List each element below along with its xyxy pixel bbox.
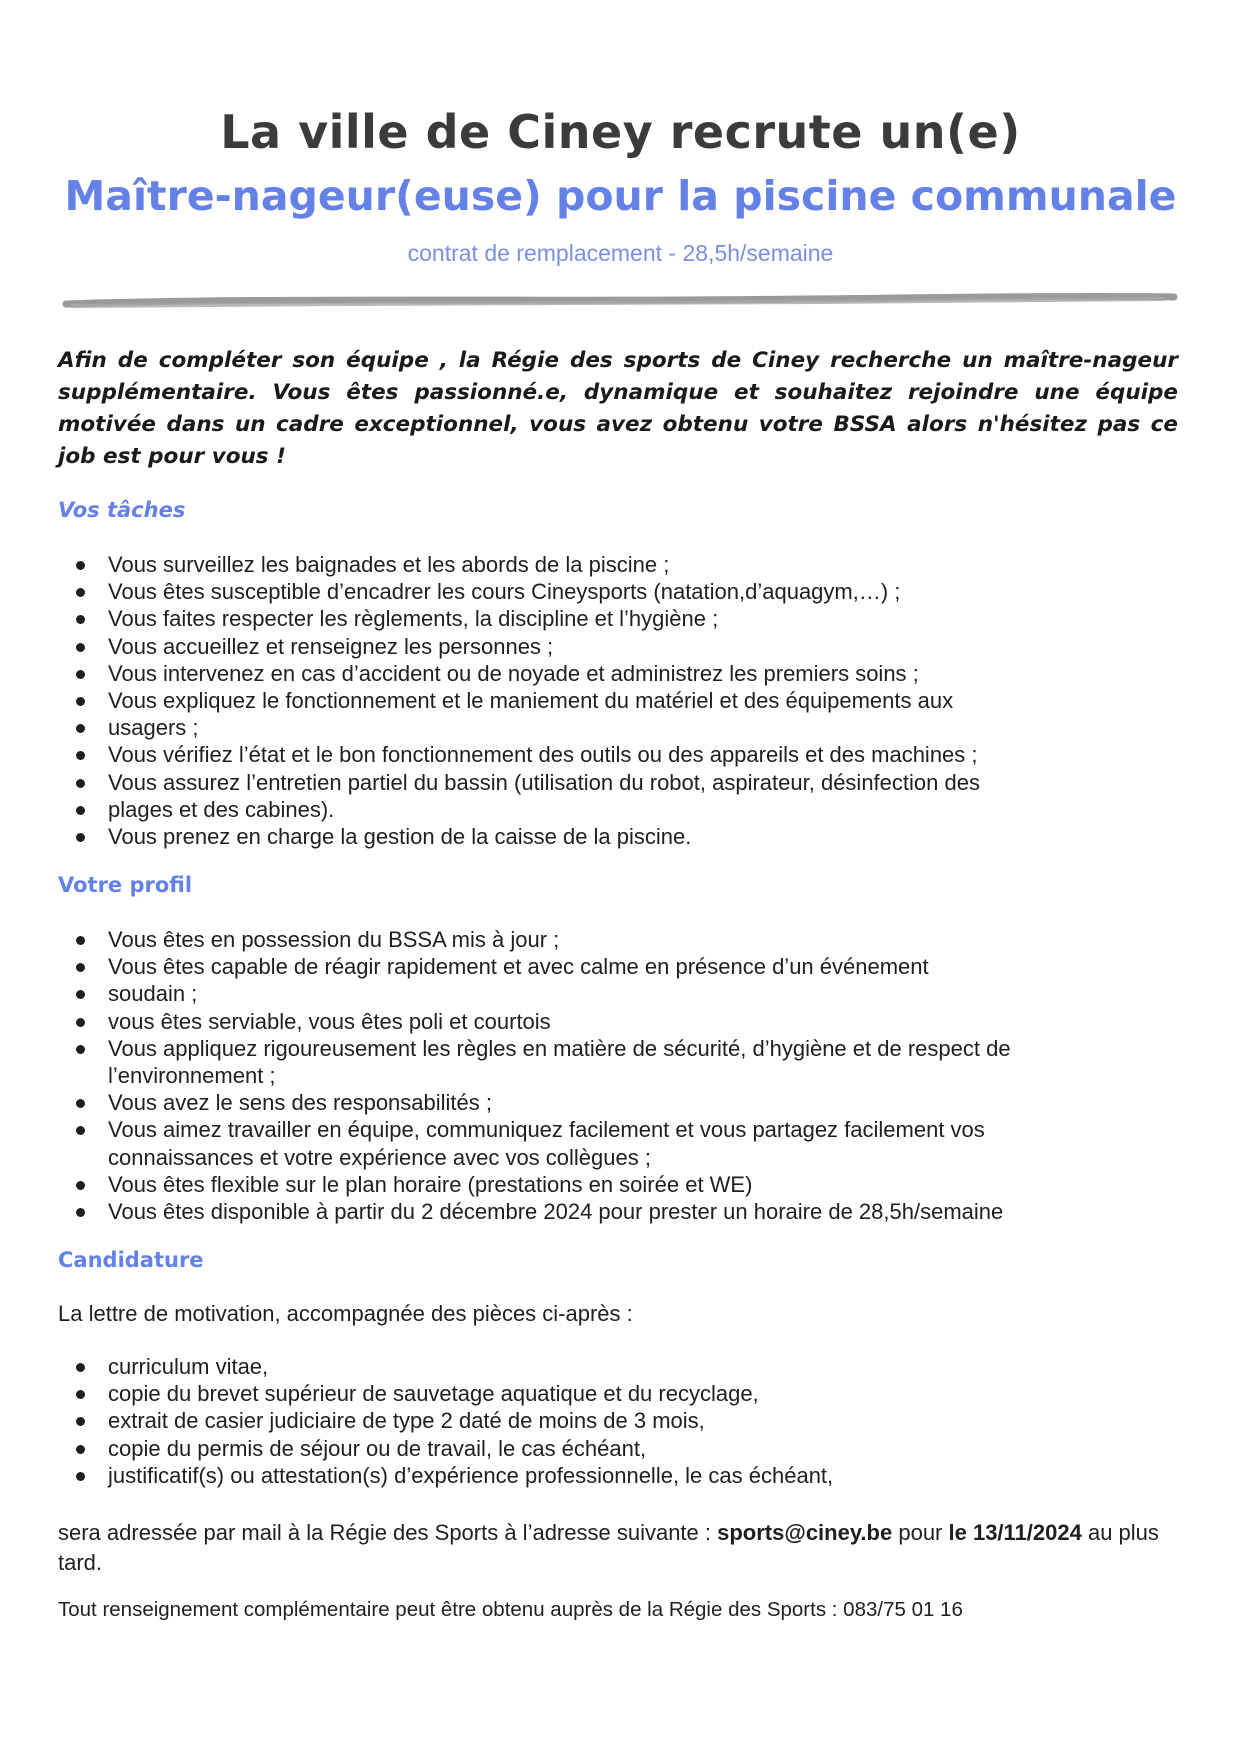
bullet-icon: [76, 1208, 85, 1217]
list-item-text: Vous appliquez rigoureusement les règles en matière de sécurité, d’hygiène et de respect de: [108, 1035, 1011, 1061]
list-item-text: extrait de casier judiciaire de type 2 daté de moins de 3 mois,: [108, 1408, 705, 1434]
bullet-icon: [76, 643, 85, 652]
closing-middle: pour: [892, 1520, 949, 1545]
candidature-lead: La lettre de motivation, accompagnée des pièces ci-après :: [58, 1301, 633, 1326]
bullet-icon: [76, 1018, 85, 1027]
bullet-icon: [76, 963, 85, 972]
list-item: [58, 926, 1178, 953]
candidature-documents-list: [58, 1353, 1178, 1489]
list-item: [58, 633, 1178, 660]
list-item-text: justificatif(s) ou attestation(s) d’expérience professionnelle, le cas échéant,: [108, 1462, 834, 1488]
list-item: [58, 1407, 1178, 1434]
list-item-text: curriculum vitae,: [108, 1354, 269, 1379]
list-item: [58, 578, 1178, 605]
list-item: [58, 769, 1178, 796]
list-item-text: Vous vérifiez l’état et le bon fonctionnement des outils ou des appareils et des machines ;: [108, 742, 978, 768]
list-item-text: Vous êtes susceptible d’encadrer les cours Cineysports (natation,d’aquagym,…) ;: [108, 579, 901, 605]
bullet-icon: [76, 806, 85, 815]
list-item: [58, 1089, 1178, 1116]
bullet-icon: [76, 833, 85, 842]
bullet-icon: [76, 1472, 85, 1481]
bullet-icon: [76, 1181, 85, 1190]
list-item-text: copie du permis de séjour ou de travail, le cas échéant,: [108, 1435, 647, 1461]
bullet-icon: [76, 724, 85, 733]
profil-list: [58, 926, 1178, 1225]
list-item: [58, 1144, 1178, 1171]
list-item: [58, 980, 1178, 1007]
list-item: [58, 953, 1178, 980]
bullet-icon: [76, 670, 85, 679]
section-heading-taches: Vos tâches: [58, 498, 186, 522]
list-item: [58, 796, 1178, 823]
footer-contact-info: Tout renseignement complémentaire peut être obtenu auprès de la Régie des Sports : 083/75 01 16: [58, 1598, 963, 1621]
list-item-text: Vous intervenez en cas d’accident ou de noyade et administrez les premiers soins ;: [108, 660, 919, 686]
list-item-text: Vous accueillez et renseignez les personnes ;: [108, 633, 554, 659]
list-item: [58, 714, 1178, 741]
list-item: [58, 741, 1178, 768]
list-item-text: l’environnement ;: [108, 1063, 276, 1089]
list-item: [58, 1062, 1178, 1089]
contract-info: contrat de remplacement - 28,5h/semaine: [407, 240, 834, 266]
list-item-text: copie du brevet supérieur de sauvetage aquatique et du recyclage,: [108, 1381, 759, 1407]
list-item: [58, 1035, 1178, 1062]
bullet-icon: [76, 1445, 85, 1454]
bullet-icon: [76, 751, 85, 760]
bullet-icon: [76, 1390, 85, 1399]
job-title: Maître-nageur(euse) pour la piscine communale: [64, 172, 1177, 220]
list-item: [58, 605, 1178, 632]
bullet-icon: [76, 1045, 85, 1054]
page-title: La ville de Ciney recrute un(e): [220, 105, 1021, 159]
list-item-text: connaissances et votre expérience avec vos collègues ;: [108, 1144, 651, 1170]
list-item: [58, 823, 1178, 850]
list-item: [58, 1353, 1178, 1380]
list-item-text: Vous assurez l’entretien partiel du bassin (utilisation du robot, aspirateur, désinfection des: [108, 769, 980, 795]
bullet-icon: [76, 1126, 85, 1135]
list-item: [58, 1116, 1178, 1143]
list-item: [58, 660, 1178, 687]
bullet-icon: [76, 1417, 85, 1426]
list-item: [58, 1435, 1178, 1462]
list-item: [58, 551, 1178, 578]
contact-email: sports@ciney.be: [717, 1520, 893, 1545]
section-heading-candidature: Candidature: [58, 1248, 204, 1272]
list-item: [58, 1198, 1178, 1225]
bullet-icon: [76, 1363, 85, 1372]
list-item-text: Vous surveillez les baignades et les abords de la piscine ;: [108, 552, 670, 577]
brush-divider: [62, 292, 1180, 312]
bullet-icon: [76, 779, 85, 788]
bullet-icon: [76, 615, 85, 624]
candidature-closing: [58, 1518, 1183, 1578]
list-item-text: plages et des cabines).: [108, 796, 335, 822]
list-item-text: usagers ;: [108, 715, 199, 741]
bullet-icon: [76, 561, 85, 570]
list-item-text: Vous prenez en charge la gestion de la caisse de la piscine.: [108, 824, 692, 850]
intro-paragraph: Afin de compléter son équipe , la Régie des sports de Ciney recherche un maître-nageur supplémentaire. Vous êtes passionné.e, dynamique et souhaitez rejoindre une équipe motivée dans un cadre exceptionnel, vous avez obtenu votre BSSA alors n'hésitez pas ce job est pour vous !: [58, 348, 1178, 469]
list-item: [58, 1171, 1178, 1198]
section-heading-profil: Votre profil: [58, 873, 193, 897]
bullet-icon: [76, 936, 85, 945]
list-item-text: soudain ;: [108, 981, 198, 1007]
bullet-icon: [76, 697, 85, 706]
closing-prefix: sera adressée par mail à la Régie des Sports à l’adresse suivante :: [58, 1520, 718, 1545]
deadline-date: le 13/11/2024: [948, 1520, 1082, 1545]
list-item-text: Vous êtes capable de réagir rapidement et avec calme en présence d’un événement: [108, 954, 929, 980]
taches-list: [58, 551, 1178, 850]
list-item: [58, 1462, 1178, 1489]
list-item-text: Vous êtes disponible à partir du 2 décembre 2024 pour prester un horaire de 28,5h/semaine: [108, 1199, 1004, 1225]
list-item-text: Vous êtes en possession du BSSA mis à jour ;: [108, 927, 560, 952]
closing-suffix: au plus tard.: [58, 1520, 1159, 1575]
list-item-text: Vous aimez travailler en équipe, communiquez facilement et vous partagez facilement vos: [108, 1117, 985, 1143]
bullet-icon: [76, 588, 85, 597]
list-item: [58, 1380, 1178, 1407]
list-item: [58, 687, 1178, 714]
bullet-icon: [76, 990, 85, 999]
list-item-text: Vous faites respecter les règlements, la discipline et l’hygiène ;: [108, 606, 719, 632]
bullet-icon: [76, 1099, 85, 1108]
list-item-text: vous êtes serviable, vous êtes poli et courtois: [108, 1008, 551, 1034]
list-item: [58, 1008, 1178, 1035]
list-item-text: Vous expliquez le fonctionnement et le maniement du matériel et des équipements aux: [108, 688, 954, 714]
list-item-text: Vous êtes flexible sur le plan horaire (prestations en soirée et WE): [108, 1171, 753, 1197]
list-item-text: Vous avez le sens des responsabilités ;: [108, 1090, 493, 1116]
